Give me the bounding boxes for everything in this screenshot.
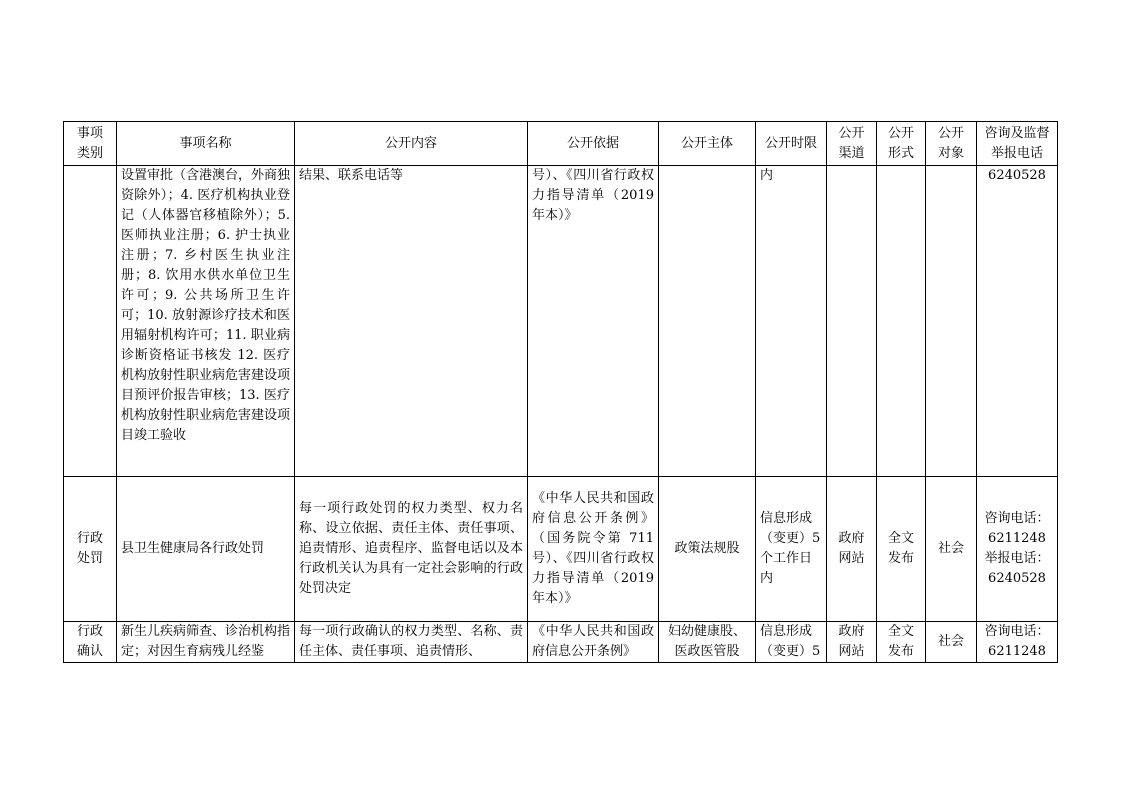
cell-subject [659, 166, 756, 477]
header-basis: 公开依据 [528, 122, 659, 166]
cell-phone: 咨询电话： 6211248 举报电话： 6240528 [977, 477, 1058, 622]
cell-target: 社会 [926, 477, 977, 622]
cell-content: 每一项行政处罚的权力类型、权力名称、设立依据、责任主体、责任事项、追责情形、追责程序、监督电话以及本行政机关认为具有一定社会影响的行政处罚决定 [295, 477, 528, 622]
cell-content: 每一项行政确认的权力类型、名称、责任主体、责任事项、追责情形、 [299, 624, 523, 659]
header-content: 公开内容 [295, 122, 528, 166]
cell-phone: 咨询电话： 6211248 [984, 624, 1050, 659]
cell-category: 行政 处罚 [64, 477, 117, 622]
cell-channel: 政府 网站 [827, 477, 877, 622]
header-subject: 公开主体 [659, 122, 756, 166]
cell-basis: 《中华人民共和国政府信息公开条例》（国务院令第 711 号）、《四川省行政权力指导清单（2019年本）》 [528, 477, 659, 622]
cell-name: 县卫生健康局各行政处罚 [117, 477, 295, 622]
cell-channel: 政府 网站 [838, 624, 865, 659]
header-time-limit: 公开时限 [756, 122, 827, 166]
cell-form [877, 166, 926, 477]
header-row [64, 122, 1058, 166]
cell-time-limit: 信息形成（变更）5 [760, 624, 821, 659]
cell-basis: 号）、《四川省行政权力指导清单（2019年本）》 [528, 166, 659, 477]
disclosure-table [63, 121, 1058, 663]
table-row [64, 622, 1058, 663]
table-row [64, 477, 1058, 622]
cell-form: 全文 发布 [877, 477, 926, 622]
header-channel: 公开 渠道 [827, 122, 877, 166]
cell-subject: 妇幼健康股、 医政医管股 [667, 624, 746, 659]
cell-target: 社会 [937, 634, 964, 649]
cell-time-limit: 内 [756, 166, 827, 477]
table-row [64, 166, 1058, 477]
header-name: 事项名称 [117, 122, 295, 166]
cell-subject: 政策法规股 [659, 477, 756, 622]
cell-category: 行政 确认 [76, 624, 103, 659]
header-category: 事项 类别 [64, 122, 117, 166]
cell-content: 结果、联系电话等 [295, 166, 528, 477]
header-phone: 咨询及监督 举报电话 [977, 122, 1058, 166]
cell-target [926, 166, 977, 477]
header-form: 公开 形式 [877, 122, 926, 166]
header-target: 公开 对象 [926, 122, 977, 166]
cell-time-limit: 信息形成（变更）5个工作日内 [756, 477, 827, 622]
cell-name: 新生儿疾病筛查、诊治机构指定；对因生育病残儿经鉴 [121, 624, 290, 659]
cell-basis: 《中华人民共和国政府信息公开条例》 [532, 624, 654, 659]
cell-phone: 6240528 [977, 166, 1058, 477]
cell-category [64, 166, 117, 477]
cell-form: 全文 发布 [887, 624, 914, 659]
cell-name: 设置审批（含港澳台，外商独资除外）；4. 医疗机构执业登记（人体器官移植除外）；5. 医师执业注册；6. 护士执业注册；7. 乡村医生执业注册；8. 饮用水供水单位卫生许可；9. 公共场所卫生许可；10. 放射源诊疗技术和医用辐射机构许可；11. 职业病诊断资格证书核发 12. 医疗机构放射性职业病危害建设项目预评价报告审核；13. 医疗机构放射性职业病危害建设项目竣工验收 [117, 166, 295, 477]
cell-channel [827, 166, 877, 477]
